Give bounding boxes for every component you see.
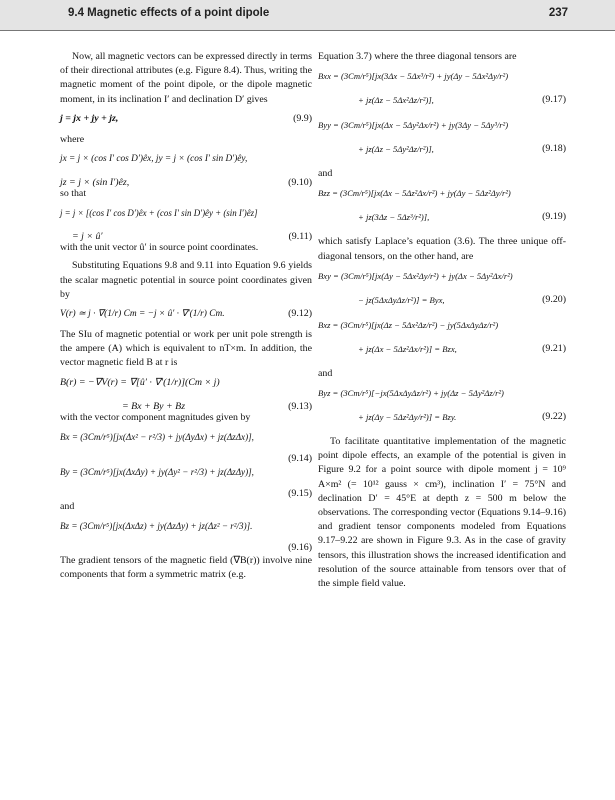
paragraph: with the vector component magnitudes given by — [60, 411, 251, 423]
equation-body: + jz(Δy − 5Δz²Δy/r²)] = Bzy. — [358, 412, 457, 423]
paragraph: and — [60, 500, 75, 512]
equation-number: (9.13) — [288, 400, 312, 412]
paragraph: so that — [60, 188, 87, 200]
equation-body: By = (3Cm/r⁵)[jx(ΔxΔy) + jy(Δy² − r²/3) + jz(ΔzΔy)], — [60, 466, 254, 477]
paragraph: where — [60, 133, 85, 145]
equation-body: + jz(Δx − 5Δz²Δx/r²)] = Bzx, — [358, 343, 457, 354]
equation-body: B(r) = −∇V(r) = ∇[û′ · ∇′(1/r)](Cm × j) — [60, 376, 220, 388]
equation-9-17 — [318, 69, 566, 113]
paragraph: The gradient tensors of the magnetic field (∇B(r)) involve nine components that form a symmetric matrix (e.g. — [60, 555, 312, 581]
equation-number: (9.19) — [542, 211, 566, 223]
equation-9-19 — [318, 186, 566, 230]
paragraph: and — [318, 367, 333, 379]
page-number: 237 — [548, 7, 568, 19]
equation-number: (9.22) — [542, 411, 566, 423]
equation-number: (9.17) — [542, 94, 566, 106]
paragraph: which satisfy Laplace’s equation (3.6). The three unique off-diagonal tensors, on the other hand, are — [318, 236, 566, 262]
equation-body: − jz(5ΔxΔyΔz/r²)] = Byx, — [358, 294, 445, 305]
equation-body: Bxz = (3Cm/r⁵)[jx(Δz − 5Δx²Δz/r²) − jy(5ΔxΔyΔz/r²) — [318, 319, 499, 330]
equation-number: (9.15) — [288, 487, 312, 499]
paragraph: Now, all magnetic vectors can be expressed directly in terms of their directional attributes (e.g. Figure 8.4). Thus, writing the magnetic moment of the point dipole, or the dipole magnetic moment, in its inclination I′ and declination D′ gives — [60, 51, 312, 105]
equation-number: (9.21) — [542, 342, 566, 354]
paragraph: To facilitate quantitative implementation of the magnetic point dipole effects, an example of the potential is given in Figure 9.2 for a point source with dipole moment j = 10⁹ A×m² (= 10¹² gauss × cm³), inclination I′ = 75°N and declination D′ = 45°E at depth z = 500 m below the observations. The corresponding vector (Equations 9.14–9.16) and gradient tensor components modeled from Equations 9.17–9.22 are shown in Figure 9.3. As in the case of gravity tensors, this illustration shows the increased identification and resolution of the source attainable from tensors over that of the simple field value. — [318, 436, 566, 590]
left-column — [60, 50, 312, 586]
equation-body: jx = j × (cos I′ cos D′)êx, jy = j × (cos I′ sin D′)êy, — [60, 154, 248, 165]
equation-body: Byy = (3Cm/r⁵)[jx(Δx − 5Δy²Δx/r²) + jy(3Δy − 5Δy³/r²) — [318, 120, 509, 131]
section-title: 9.4 Magnetic effects of a point dipole — [68, 7, 270, 19]
right-column — [318, 50, 566, 595]
equation-body: jz = j × (sin I′)êz, — [60, 177, 130, 189]
equation-9-21 — [318, 318, 566, 362]
equation-number: (9.10) — [288, 177, 312, 189]
equation-body: = Bx + By + Bz — [122, 400, 186, 412]
equation-body: + jz(Δz − 5Δy²Δz/r²)], — [358, 144, 434, 155]
equation-body: V(r) ≃ j · ∇(1/r) Cm = −j × û′ · ∇′(1/r) Cm. — [60, 309, 225, 320]
equation-9-22 — [318, 386, 566, 430]
paragraph: Substituting Equations 9.8 and 9.11 into Equation 9.6 yields the scalar magnetic potential in source point coordinates given by — [60, 260, 312, 300]
equation-9-16 — [60, 519, 312, 554]
equation-body: Bx = (3Cm/r⁵)[jx(Δx² − r²/3) + jy(ΔyΔx) + jz(ΔzΔx)], — [60, 431, 254, 442]
equation-body: Bxy = (3Cm/r⁵)[jx(Δy − 5Δx²Δy/r²) + jy(Δx − 5Δy²Δx/r²) — [318, 270, 513, 281]
equation-9-11 — [60, 206, 312, 243]
equation-number: (9.14) — [288, 452, 312, 464]
equation-9-13 — [60, 376, 312, 412]
equation-body: j = jx + jy + jz, — [60, 112, 119, 124]
equation-9-12 — [60, 307, 312, 323]
equation-9-14 — [60, 430, 312, 464]
paragraph: Equation 3.7) where the three diagonal tensors are — [318, 51, 517, 62]
running-header — [0, 0, 615, 31]
equation-9-20 — [318, 269, 566, 313]
equation-body: Bz = (3Cm/r⁵)[jx(ΔxΔz) + jy(ΔzΔy) + jz(Δz² − r²/3)]. — [60, 521, 253, 532]
equation-body: + jz(3Δz − 5Δz³/r²)], — [358, 212, 430, 223]
equation-body: Byz = (3Cm/r⁵)[−jx(5ΔxΔyΔz/r²) + jy(Δz − 5Δy²Δz/r²) — [318, 388, 504, 399]
equation-number: (9.16) — [288, 542, 312, 554]
equation-number: (9.12) — [288, 308, 312, 320]
equation-number: (9.18) — [542, 143, 566, 155]
equation-number: (9.9) — [293, 112, 312, 124]
equation-9-10 — [60, 152, 312, 189]
equation-body: j = j × [(cos I′ cos D′)êx + (cos I′ sin D′)êy + (sin I′)êz] — [60, 208, 258, 219]
equation-number: (9.11) — [288, 231, 312, 243]
equation-9-15 — [60, 465, 312, 499]
equation-9-18 — [318, 118, 566, 162]
equation-body: Bzz = (3Cm/r⁵)[jx(Δx − 5Δz²Δx/r²) + jy(Δy − 5Δz²Δy/r²) — [318, 188, 511, 199]
paragraph: The SIu of magnetic potential or work per unit pole strength is the ampere (A) which is equivalent to nT×m. In addition, the vector magnetic field B at r is — [60, 329, 312, 369]
equation-body: = j × û′ — [72, 231, 103, 243]
equation-body: Bxx = (3Cm/r⁵)[jx(3Δx − 5Δx³/r²) + jy(Δy − 5Δx²Δy/r²) — [318, 71, 509, 82]
equation-9-9 — [60, 112, 312, 128]
equation-body: + jz(Δz − 5Δx²Δz/r²)], — [358, 95, 434, 106]
paragraph: and — [318, 168, 333, 180]
equation-number: (9.20) — [542, 293, 566, 305]
paragraph: with the unit vector û′ in source point coordinates. — [60, 242, 259, 254]
